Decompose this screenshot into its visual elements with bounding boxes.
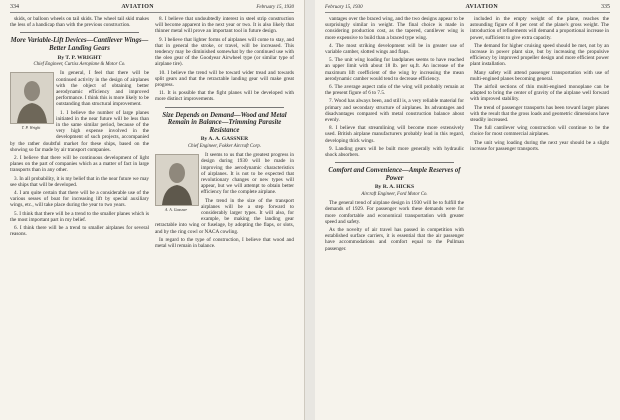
right-page-date: February 15, 1930: [325, 5, 363, 10]
divider: [335, 162, 454, 163]
body-paragraph: 8. I believe that streamlining will become more extensively used. British airplane manufacturers probably lead in this regard, developing thick wings.: [325, 125, 464, 144]
body-paragraph: The demand for higher cruising speed should be met, not by an increase in power plant size, but by increasing the propulsive efficiency by improved propeller design and more efficient power plant installation.: [470, 42, 609, 68]
article2-author: By A. A. GASSNER: [200, 136, 249, 143]
body-paragraph: 4. The most striking development will be in greater use of variable camber, slotted wings and flaps.: [325, 42, 464, 56]
body-paragraph: included in the empty weight of the plane, reaches the astounding figure of 8 per cent of the plane's gross weight. The introduction of refinements will demand a proportional increase in power, sufficient to give extra capacity.: [470, 16, 609, 41]
continuation-paragraph: 10. I believe the trend will be toward wider tread and towards split gears and that the retractable landing gear will make great progress.: [155, 69, 294, 89]
article1-portrait-caption: T. P. Wright: [21, 125, 41, 131]
right-column-1: [325, 16, 464, 416]
right-page-header: [325, 4, 610, 13]
portrait-photo: [155, 154, 199, 206]
divider: [20, 32, 139, 33]
portrait-photo: [10, 72, 54, 124]
body-paragraph: 7. Wood has always been, and still is, a very reliable material for primary and secondary structure of airplanes. Its advantages and disadvantages compared with metal construction balance about evenly.: [325, 98, 464, 124]
article3-paragraph: The general trend of airplane design in 1930 will be to fulfill the demands of 1929. For passenger work these demands were for more comfortable and economical transportation with greater speed and safety.: [325, 200, 464, 225]
article1-affiliation: Chief Engineer, Curtiss Aeroplane & Motor Co.: [33, 61, 126, 67]
article1-paragraph: 1. I believe the number of large planes initiated in the near future will be less than in the same similar period, because of the very high expense involved in the development of such projects, accompanied by the rather doubtful market for these ships, based on the showing so far made by air transport companies.: [10, 109, 149, 153]
left-page-date: February 15, 1930: [256, 5, 294, 10]
body-paragraph: vantages over the braced wing, and the two designs appear to be surprisingly similar in weight. The final choice is made in considering production cost, as the tapered, cantilever wing is more expensive to build than a braced type wing.: [325, 16, 464, 41]
article1-author: By T. P. WRIGHT: [57, 54, 102, 61]
article2-title: Size Depends on Demand—Wood and Metal Remain in Balance—Trimming Parasite Resistance: [162, 111, 287, 134]
body-paragraph: 9. Landing gears will be built more generally with hydraulic shock absorbers.: [325, 145, 464, 159]
left-column-2: [155, 16, 294, 416]
left-magazine-title: AVIATION: [121, 4, 154, 10]
right-magazine-title: AVIATION: [465, 4, 499, 10]
article2-portrait: [155, 154, 197, 212]
body-paragraph: The full cantilever wing construction will continue to be the choice for most commercial airplanes.: [470, 125, 609, 138]
left-column-1: [10, 16, 149, 416]
article3-author: By R. A. HICKS: [374, 184, 415, 191]
left-page-number: 334: [10, 4, 19, 10]
article3-paragraph: As the novelty of air travel has passed in competition with established surface carriers, it is essential that the air passenger have accommodations and comfort equal to the Pullman passenger.: [325, 227, 464, 252]
article1-paragraph: 3. In all probability, it is my belief that in the near future we may see ships that will be developed.: [10, 175, 149, 188]
body-paragraph: 5. The unit wing loading for landplanes seems to have reached an upper limit with about 18 lb. per sq.ft. An increase of the maximum lift coefficient of the wing by increasing the mean aerodynamic camber would tend to decrease efficiency.: [325, 57, 464, 82]
article2-affiliation: Chief Engineer, Fokker Aircraft Corp.: [187, 143, 261, 149]
article1-title: More Variable-Lift Devices—Cantilever Wings—Better Landing Gears: [10, 37, 149, 52]
article1-portrait: [10, 72, 52, 130]
article2-paragraph: It seems to us that the greatest progress in design during 1930 will be made in improving the aerodynamic characteristics of airplanes. It is not to be expected that revolutionary changes or new types will appear, but we will attempt to obtain better efficiency for the complete airplane.: [201, 152, 294, 196]
continuation-paragraph: 8. I believe that undoubtedly interest in steel strip construction will become apparent in the next year or two. It is also likely that thinner metal will prove an important tool in future design.: [155, 16, 294, 35]
article3-affiliation: Aircraft Engineer, Ford Motor Co.: [361, 191, 428, 197]
body-paragraph: 6. The average aspect ratio of the wing will probably remain at the present figure of 6 to 7.5.: [325, 84, 464, 97]
body-paragraph: The unit wing loading during the next year should be a slight increase for passenger transports.: [470, 139, 609, 152]
body-paragraph: The airfoil sections of thin multi-engined monoplane can be adapted to bring the center of gravity of the airplane well forward with improved stability.: [470, 84, 609, 103]
article1-paragraph: In general, I feel that there will be continued activity in the design of airplanes with the object of obtaining better aerodynamic efficiency and improved performance. I think this is more likely to be outstanding than structural improvement.: [56, 70, 149, 108]
article1-paragraph: 4. I am quite certain that there will be a considerable use of the various sesses of boat for increasing lift by special auxiliary wings, etc., will take place during the year to two years.: [10, 190, 149, 209]
left-page-header: [10, 4, 294, 13]
article1-paragraph: 2. I believe that there will be continuous development of light planes on the part of companies which as a matter of fact in large transports than in any other.: [10, 155, 149, 174]
left-page: [0, 0, 305, 420]
article2-paragraph: In regard to the type of construction, I believe that wood and metal will remain in balance.: [155, 236, 294, 250]
article1-paragraph: 6. I think there will be a trend to smaller airplanes for several reasons.: [10, 225, 149, 238]
right-column-2: [470, 16, 609, 416]
right-page: [315, 0, 620, 420]
article3-title: Comfort and Convenience—Ample Reserves of Power: [328, 167, 461, 182]
right-page-number: 335: [600, 4, 610, 10]
divider: [165, 107, 284, 108]
body-paragraph: The trend of passenger transports has been toward larger planes with the result that the gross loads and geometric dimensions have steadily increased.: [470, 104, 609, 124]
continuation-paragraph: 11. It is possible that the fight planes will be developed with more distinct improvements.: [155, 90, 294, 103]
body-paragraph: Many safety will attend passenger transportation with use of multi-engined planes becoming general.: [470, 69, 609, 82]
intro-paragraph: skids, or balloon wheels on tail skids. The wheel tail skid makes the less of a handicap than with the previous construction.: [10, 16, 149, 29]
article1-paragraph: 5. I think that there will be a trend to the smaller planes which is the most important part in my belief.: [10, 210, 149, 223]
continuation-paragraph: 9. I believe that lighter forms of airplanes will come to stay, and that in general the stroke, or travel, will be increased. This tendency may be diminished somewhat by the continued use with the oleo gear of the Goodyear Airwheel type (or similar type of airplane tire).: [155, 36, 294, 68]
article2-paragraph: The trend in the size of the transport airplanes will be a step forward to considerably larger types. It will also, for example, be making the landing gear retractable into wing or fuselage, by adopting the flaps, or slots, and by the ring cowl or NACA cowling.: [155, 197, 294, 235]
article2-portrait-caption: A. A. Gassner: [164, 207, 188, 213]
